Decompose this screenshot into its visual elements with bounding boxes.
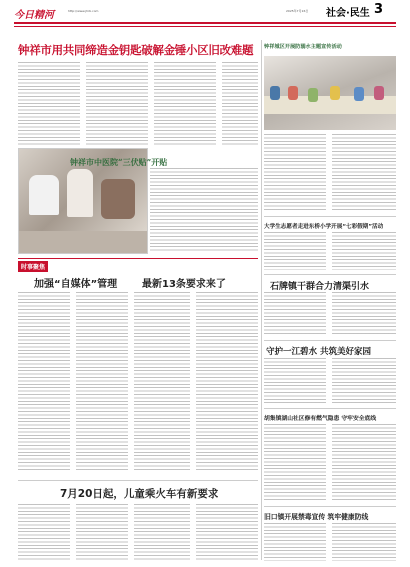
header-rule-thin bbox=[14, 26, 396, 27]
right-6-headline: 旧口镇开展禁毒宣传 筑牢健康防线 bbox=[264, 513, 369, 521]
right-6-body-col1 bbox=[264, 523, 326, 561]
right-2-headline: 大学生志愿者走进东桥小学开展“七彩假期”活动 bbox=[264, 224, 384, 230]
right-top-body-col2 bbox=[332, 134, 396, 212]
bottom-body-col2 bbox=[76, 504, 128, 560]
lead-body-col1 bbox=[18, 62, 80, 146]
right-6-body-col2 bbox=[332, 523, 396, 561]
right-3-body-col2 bbox=[332, 292, 396, 336]
page-number: 3 bbox=[374, 2, 384, 17]
right-divider-2 bbox=[264, 274, 396, 275]
site-url: http://www.jhrb.com bbox=[68, 9, 99, 13]
focus-body-col3 bbox=[134, 292, 190, 472]
bottom-body-col3 bbox=[134, 504, 190, 560]
right-4-headline: 守护一江碧水 共筑美好家园 bbox=[266, 347, 371, 357]
focus-headline-right: 最新13条要求来了 bbox=[142, 279, 226, 290]
photo-article-body bbox=[150, 168, 258, 252]
right-3-body-col1 bbox=[264, 292, 326, 336]
right-5-body-col2 bbox=[332, 424, 396, 502]
section-title: 社会·民生 bbox=[326, 8, 370, 19]
bottom-headline: 7月20日起，儿童乘火车有新要求 bbox=[60, 488, 219, 500]
focus-body-col1 bbox=[18, 292, 70, 472]
right-divider-3 bbox=[264, 340, 396, 341]
photo-headline: 钟祥市中医院“三伏贴”开贴 bbox=[70, 157, 168, 167]
column-divider bbox=[261, 40, 262, 560]
right-divider-5 bbox=[264, 506, 396, 507]
lead-body-col2 bbox=[86, 62, 148, 146]
right-4-body-col1 bbox=[264, 358, 326, 404]
right-5-body-col1 bbox=[264, 424, 326, 502]
header-rule bbox=[14, 22, 396, 24]
right-top-body-col1 bbox=[264, 134, 326, 212]
right-3-headline: 石牌镇干群合力清渠引水 bbox=[270, 282, 370, 292]
issue-date: 2025年7月16日 bbox=[286, 9, 309, 13]
right-2-body-col1 bbox=[264, 232, 326, 270]
right-2-body-col2 bbox=[332, 232, 396, 270]
bottom-body-col1 bbox=[18, 504, 70, 560]
right-4-body-col2 bbox=[332, 358, 396, 404]
bottom-divider bbox=[18, 480, 258, 481]
right-5-headline: 胡集镇湖山社区修有燃气隐患 守牢安全底线 bbox=[264, 416, 377, 422]
focus-body-col4 bbox=[196, 292, 258, 472]
lead-headline: 钟祥市用共同缔造金钥匙破解金锤小区旧改难题 bbox=[18, 43, 254, 57]
right-top-headline: 钟祥城区开展防溺水主题宣传活动 bbox=[264, 44, 342, 50]
focus-rule bbox=[18, 258, 258, 259]
right-top-photo bbox=[264, 56, 396, 130]
bottom-body-col4 bbox=[196, 504, 258, 560]
focus-headline-left: 加强“自媒体”管理 bbox=[34, 279, 118, 290]
right-divider-4 bbox=[264, 408, 396, 409]
newspaper-logo: 今日精河 bbox=[14, 10, 54, 21]
lead-body-col3 bbox=[154, 62, 216, 146]
focus-body-col2 bbox=[76, 292, 128, 472]
focus-tag: 时事聚焦 bbox=[18, 261, 48, 272]
lead-body-col4 bbox=[222, 62, 258, 146]
right-divider-1 bbox=[264, 216, 396, 217]
